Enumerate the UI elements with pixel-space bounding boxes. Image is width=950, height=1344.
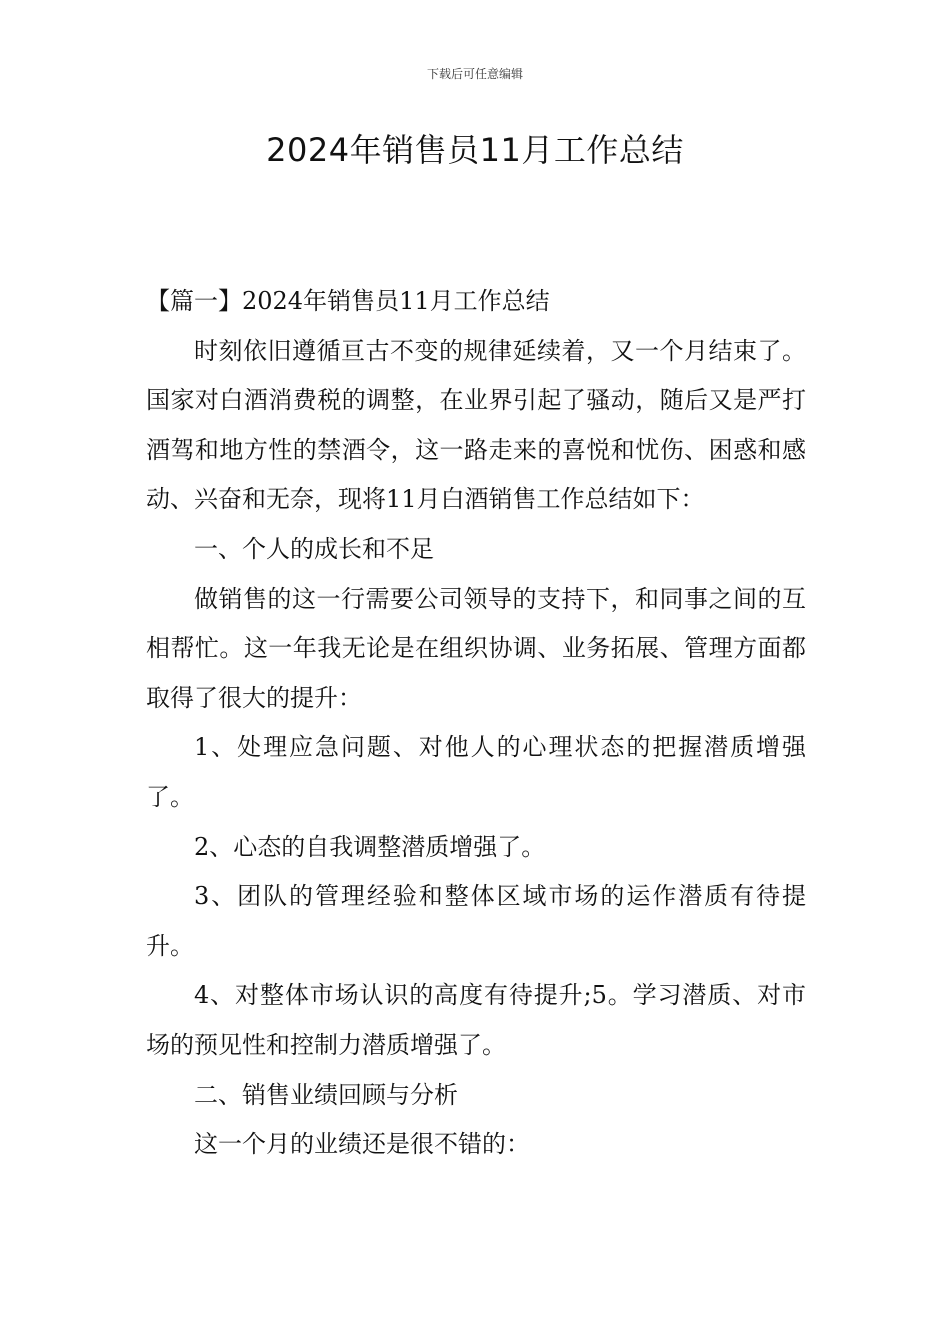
body-paragraph: 这一个月的业绩还是很不错的： [194,1130,530,1159]
list-item: 2、心态的自我调整潜质增强了。 [194,832,546,861]
list-item: 3、团队的管理经验和整体区域市场的运作潜质有待提升。 [146,882,806,960]
section-heading: 【篇一】2024年销售员11月工作总结 [146,287,550,315]
list-item: 1、处理应急问题、对他人的心理状态的把握潜质增强了。 [146,733,806,811]
subsection-heading: 一、个人的成长和不足 [194,534,434,563]
body-paragraph: 做销售的这一行需要公司领导的支持下，和同事之间的互相帮忙。这一年我无论是在组织协调、业务拓展、管理方面都取得了很大的提升： [146,584,806,712]
document-body [146,277,806,1170]
document-title: 2024年销售员11月工作总结 [266,131,684,169]
list-item: 4、对整体市场认识的高度有待提升;5。学习潜质、对市场的预见性和控制力潜质增强了。 [146,981,806,1059]
body-paragraph: 时刻依旧遵循亘古不变的规律延续着，又一个月结束了。国家对白酒消费税的调整，在业界引起了骚动，随后又是严打酒驾和地方性的禁酒令，这一路走来的喜悦和忧伤、困惑和感动、兴奋和无奈，现将11月白酒销售工作总结如下： [146,336,806,514]
subsection-heading: 二、销售业绩回顾与分析 [194,1080,458,1109]
download-note: 下载后可任意编辑 [426,67,523,81]
